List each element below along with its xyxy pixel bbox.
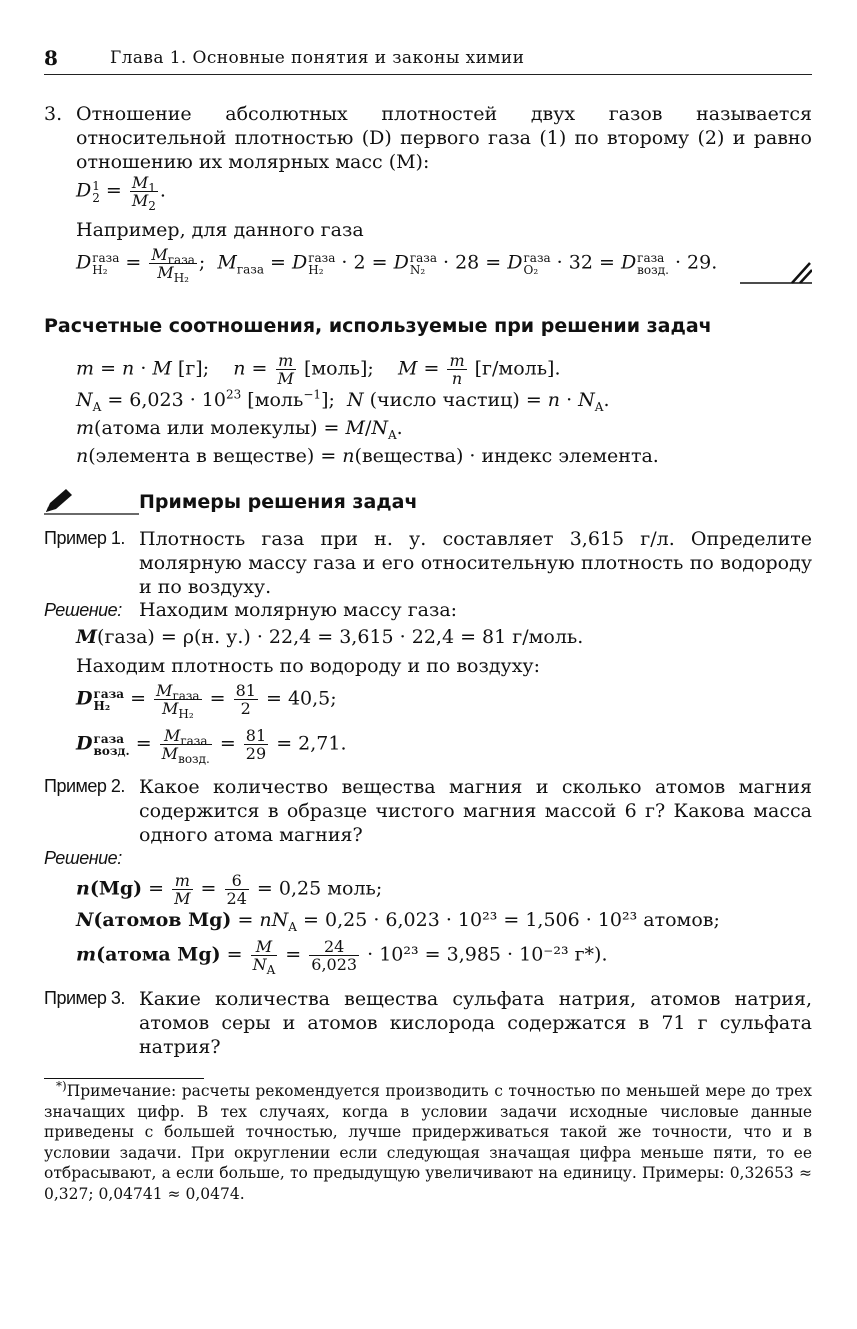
running-header	[44, 44, 812, 75]
example-1-text: Плотность газа при н. у. составляет 3,615 г/л. Определите молярную массу газа и его относительную плотность по водороду и по воздуху.	[139, 528, 812, 598]
page-number: 8	[44, 46, 59, 70]
atom-mass-equation: m(атома Mg) = $\frac{M}{N_A}$ = $\frac{24}{6,023}$ · 10²³ = 3,985 · 10⁻²³ г*).	[76, 937, 608, 978]
example-1-label: Пример 1.	[44, 528, 125, 548]
footnote	[44, 1078, 812, 1204]
item-3-text: Отношение абсолютных плотностей двух газов называется относительной плотностью (D) первого газа (1) по второму (2) и равно отношению их молярных масс (M):	[76, 103, 812, 173]
hydrogen-density-equation: D газа H₂ = $\frac{M_{газа}}{M_{H_2}}$ = $\frac{81}{2}$ = 40,5;	[76, 681, 337, 722]
solution-1-label: Решение:	[44, 600, 122, 620]
air-density-equation: D газа возд. = $\frac{M_{газа}}{M_{возд.}}$ = $\frac{81}{29}$ = 2,71.	[76, 726, 347, 767]
solution-1-step-2: Находим плотность по водороду и по воздуху:	[76, 655, 541, 677]
calc-line-4: n(элемента в веществе) = n(вещества) · индекс элемента.	[76, 445, 659, 467]
examples-heading: Примеры решения задач	[139, 491, 418, 513]
molar-mass-equation: M(газа) = ρ(н. у.) · 22,4 = 3,615 · 22,4 = 81 г/моль.	[76, 626, 584, 648]
gas-density-chain: D газа H₂ = $\frac{M_{газа}}{M_{H_2}}$ ; $M_{газа} = D$ газа H₂ · 2 = D газа N₂ · 28 = D газа O₂ · 32 = D газа возд. · 29.	[76, 245, 718, 286]
pencil-icon	[44, 486, 139, 516]
calc-heading: Расчетные соотношения, используемые при решении задач	[44, 315, 712, 337]
atoms-count-equation: N(атомов $Mg) = nN_A = 0,25 \cdot 6,023 \cdot 10^{23} = 1,506 \cdot 10^{23}$ атомов;	[76, 909, 720, 934]
relative-density-formula: D 1 2 = $\frac{M_1}{M_2}$ .	[76, 173, 166, 214]
item-3	[44, 102, 812, 174]
calc-line-2: $N_A = 6,023 \cdot 10^{23}$ [моль$^{-1}$]; N (число частиц) = $n \cdot N_A$.	[76, 387, 610, 414]
end-of-proof-mark	[740, 258, 812, 286]
chapter-title: Глава 1. Основные понятия и законы химии	[110, 48, 525, 68]
solution-1-step-1: Находим молярную массу газа:	[139, 599, 458, 621]
solution-2-label: Решение:	[44, 848, 122, 868]
footnote-rule	[44, 1078, 204, 1079]
example-3-text: Какие количества вещества сульфата натрия, атомов натрия, атомов серы и атомов кислорода содержатся в 71 г сульфата натрия?	[139, 988, 812, 1058]
calc-line-3: m(атома или молекулы) = $M/N_A$.	[76, 417, 403, 442]
footnote-text: Примечание: расчеты рекомендуется производить с точностью по меньшей мере до трех значащих цифр. В тех случаях, когда в условии задачи исходные числовые данные приведены с большей точностью, лучше придерживаться такой же точности, что и в условии задачи. При округлении если следующая значащая цифра меньше пяти, то ее отбрасывают, а если больше, то предыдущую увеличивают на единицу. Примеры: 0,32653 ≈ 0,327; 0,04741 ≈ 0,0474.	[44, 1082, 812, 1203]
example-intro: Например, для данного газа	[76, 219, 364, 241]
footnote-marker: *)	[56, 1078, 67, 1093]
example-2-label: Пример 2.	[44, 776, 125, 796]
example-3-label: Пример 3.	[44, 988, 125, 1008]
example-2-text: Какое количество вещества магния и сколько атомов магния содержится в образце чистого магния массой 6 г? Какова масса одного атома магния?	[139, 776, 812, 846]
magnesium-amount-equation: n(Mg) = $\frac{m}{M}$ = $\frac{6}{24}$ = 0,25 моль;	[76, 871, 383, 908]
item-3-number: 3.	[44, 103, 63, 125]
calc-line-1: m = n · M [г]; n = $\frac{m}{M}$ [моль]; M = $\frac{m}{n}$ [г/моль].	[76, 351, 561, 388]
